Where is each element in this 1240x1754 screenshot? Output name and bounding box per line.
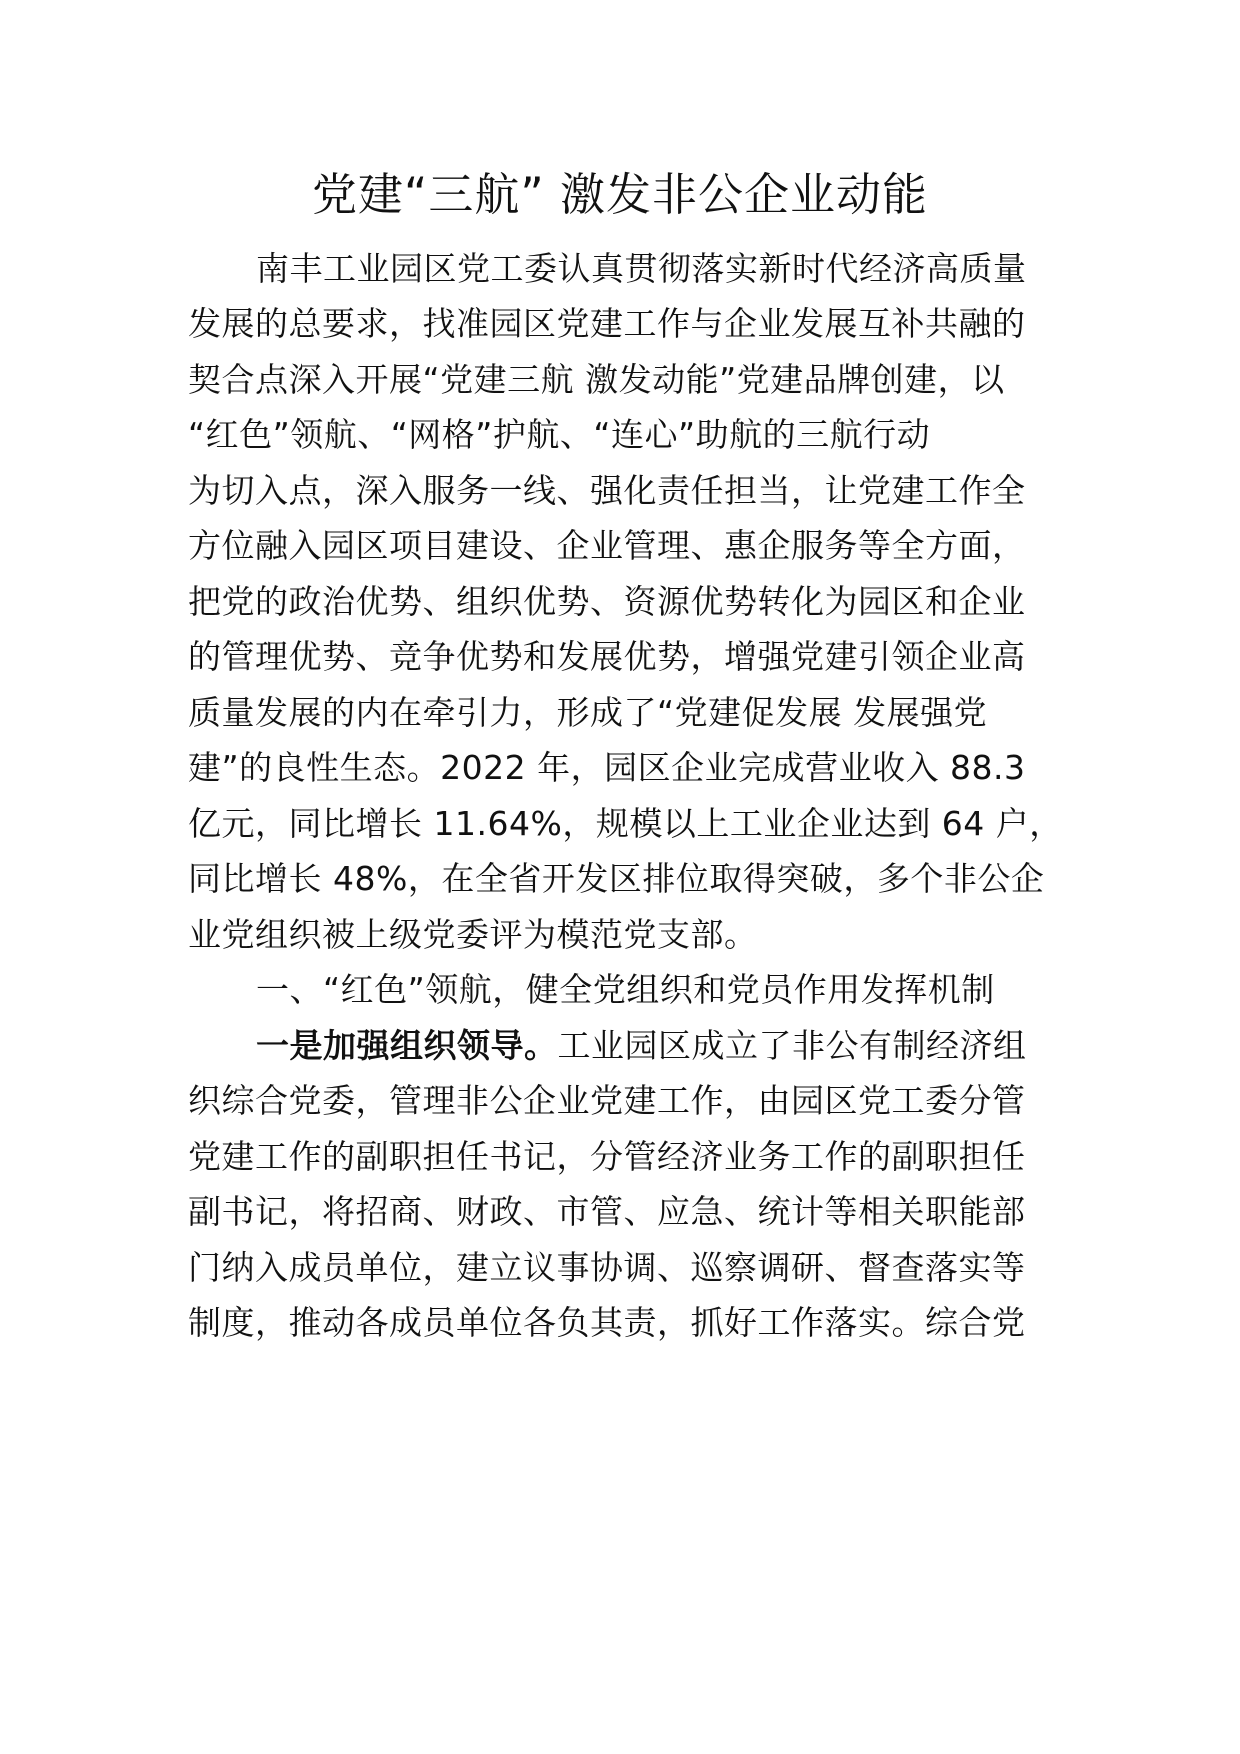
intro-line-5: 为切入点，深入服务一线、强化责任担当，让党建工作全 — [188, 471, 1026, 510]
para-1-line-3: 党建工作的副职担任书记，分管经济业务工作的副职担任 — [188, 1137, 1026, 1176]
para-1-line-4: 副书记，将招商、财政、市管、应急、统计等相关职能部 — [188, 1192, 1026, 1231]
para-1-line-6: 制度，推动各成员单位各负其责，抓好工作落实。综合党 — [188, 1303, 1026, 1342]
intro-line-3: 契合点深入开展“党建三航 激发动能”党建品牌创建，以 — [188, 360, 1005, 399]
intro-line-8: 的管理优势、竞争优势和发展优势，增强党建引领企业高 — [188, 637, 1026, 676]
intro-line-6: 方位融入园区项目建设、企业管理、惠企服务等全方面， — [188, 526, 1026, 565]
intro-line-4: “红色”领航、“网格”护航、“连心”助航的三航行动 — [188, 415, 931, 454]
intro-line-11: 亿元，同比增长 11.64%，规模以上工业企业达到 64 户， — [188, 804, 1063, 843]
intro-line-12: 同比增长 48%，在全省开发区排位取得突破，多个非公企 — [188, 859, 1045, 898]
intro-line-7: 把党的政治优势、组织优势、资源优势转化为园区和企业 — [188, 582, 1026, 621]
para-1-line-1 — [256, 1024, 1068, 1068]
intro-line-10: 建”的良性生态。2022 年，园区企业完成营业收入 88.3 — [188, 748, 1026, 787]
intro-line-2: 发展的总要求，找准园区党建工作与企业发展互补共融的 — [188, 304, 1026, 343]
document-title: 党建“三航” 激发非公企业动能 — [312, 168, 928, 221]
intro-line-9: 质量发展的内在牵引力，形成了“党建促发展 发展强党 — [188, 693, 988, 732]
para-1-line-2: 织综合党委，管理非公企业党建工作，由园区党工委分管 — [188, 1081, 1026, 1120]
para-1-line-5: 门纳入成员单位，建立议事协调、巡察调研、督查落实等 — [188, 1248, 1026, 1287]
para-1-lead: 一是加强组织领导。 — [256, 1026, 558, 1065]
section-1-heading: 一、“红色”领航，健全党组织和党员作用发挥机制 — [256, 970, 995, 1009]
intro-line-1: 南丰工业园区党工委认真贯彻落实新时代经济高质量 — [256, 249, 1027, 288]
intro-line-13: 业党组织被上级党委评为模范党支部。 — [188, 915, 758, 954]
para-1-first-rest: 工业园区成立了非公有制经济组 — [557, 1026, 1027, 1065]
